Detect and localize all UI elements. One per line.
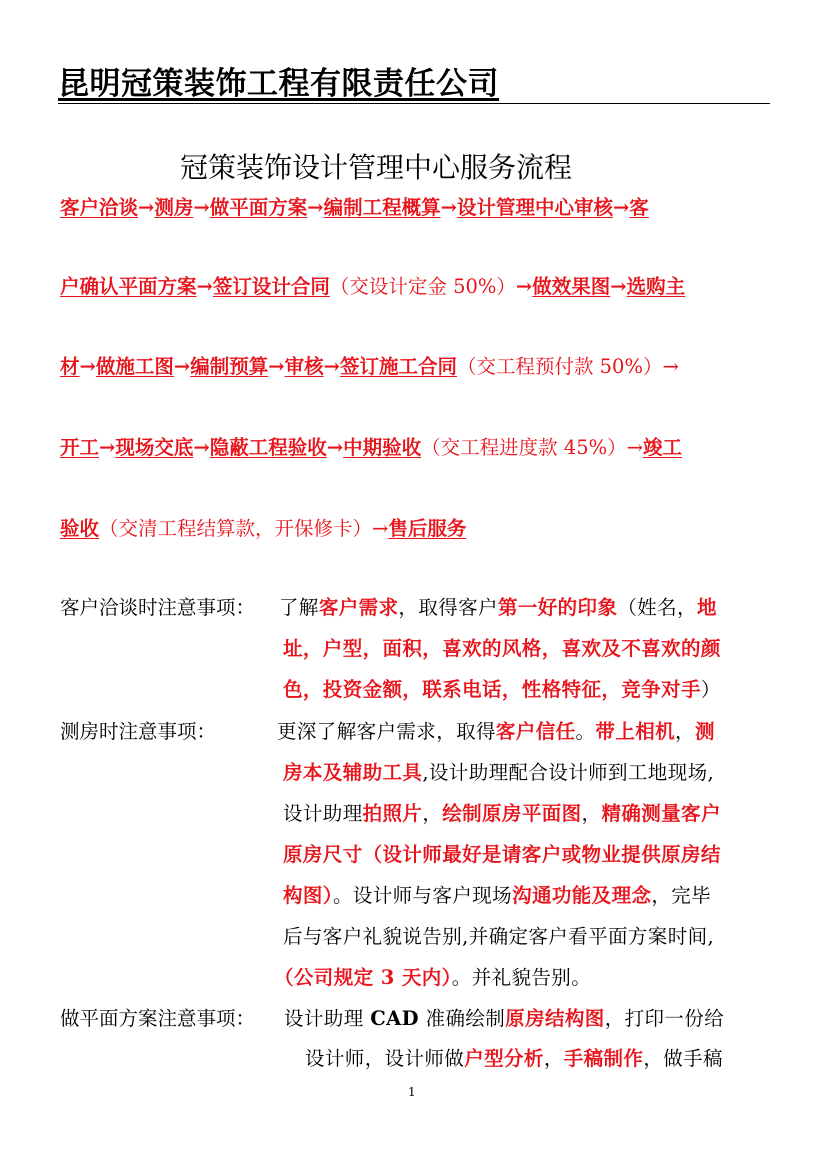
flow-arrow: →	[79, 355, 96, 378]
flow-step: 隐蔽工程验收	[209, 436, 327, 459]
flow-step: 开工	[60, 436, 100, 459]
page-number: 1	[408, 1085, 416, 1099]
flow-note: （交设计定金 50%）	[329, 275, 516, 298]
flow-step: 做平面方案	[209, 196, 308, 219]
flow-step: 审核	[284, 355, 324, 378]
flow-step: 选购主	[626, 275, 686, 298]
flow-step: 验收	[60, 517, 100, 540]
flow-step: 签订设计合同	[212, 275, 330, 298]
company-name: 昆明冠策装饰工程有限责任公司	[58, 66, 499, 102]
flow-arrow: →	[307, 196, 324, 219]
flow-step: 中期验收	[343, 436, 422, 459]
flow-arrow: →	[193, 196, 210, 219]
flow-arrow: →	[323, 355, 340, 378]
flow-step: 客	[629, 196, 649, 219]
flow-step: 测房	[154, 196, 194, 219]
flow-arrow: →	[138, 196, 155, 219]
flow-note: （交工程预付款 50%）→	[456, 355, 679, 378]
flow-line-3	[60, 352, 772, 382]
flow-line-1	[60, 193, 772, 223]
flow-step: 竣工	[642, 436, 682, 459]
flow-arrow: →	[515, 275, 533, 298]
flow-step: 做效果图	[532, 275, 611, 298]
flow-step: 现场交底	[115, 436, 194, 459]
flow-step: 做施工图	[95, 355, 174, 378]
note-line: 房本及辅助工具,设计助理配合设计师到工地现场,	[283, 761, 715, 784]
flow-step: 编制工程概算	[323, 196, 441, 219]
flow-arrow: →	[612, 196, 630, 219]
flow-arrow: →	[173, 355, 191, 378]
flow-arrow: →	[99, 436, 116, 459]
flow-step: 编制预算	[190, 355, 269, 378]
flow-arrow: →	[440, 196, 457, 219]
flow-step: 设计管理中心审核	[456, 196, 613, 219]
header-divider	[58, 103, 770, 104]
note-label-measurement: 测房时注意事项：	[60, 720, 217, 743]
flow-arrow: →	[610, 275, 627, 298]
note-label-consultation: 客户洽谈时注意事项：	[60, 596, 256, 619]
note-line: 原房尺寸（设计师最好是请客户或物业提供原房结	[283, 843, 721, 866]
flow-note: （交工程进度款 45%）→	[421, 436, 643, 459]
note-line: 设计师，设计师做户型分析，手稿制作，做手稿	[305, 1047, 723, 1070]
note-line: 址，户型，面积，喜欢的风格，喜欢及不喜欢的颜	[283, 637, 721, 660]
flow-step: 户确认平面方案	[60, 275, 197, 298]
flow-note: （交清工程结算款，开保修卡）→	[99, 517, 389, 540]
note-line: 构图）。设计师与客户现场沟通功能及理念，完毕	[283, 884, 712, 907]
flow-line-2	[60, 272, 772, 302]
flow-arrow: →	[268, 355, 285, 378]
note-line: 设计助理 CAD 准确绘制原房结构图，打印一份给	[284, 1007, 725, 1030]
note-label-floor-plan: 做平面方案注意事项：	[60, 1007, 256, 1030]
flow-step: 客户洽谈	[60, 196, 139, 219]
note-line: 后与客户礼貌说告别,并确定客户看平面方案时间,	[283, 925, 715, 948]
document-title: 冠策装饰设计管理中心服务流程	[180, 151, 573, 184]
flow-line-5	[60, 514, 772, 544]
flow-line-4	[60, 433, 772, 463]
note-line: （公司规定 3 天内）。并礼貌告别。	[274, 966, 592, 989]
flow-step: 售后服务	[388, 517, 467, 540]
note-line: 设计助理拍照片，绘制原房平面图，精确测量客户	[283, 802, 721, 825]
flow-arrow: →	[326, 436, 344, 459]
flow-arrow: →	[196, 275, 213, 298]
flow-step: 签订施工合同	[339, 355, 457, 378]
note-line: 了解客户需求，取得客户第一好的印象（姓名，地	[279, 596, 717, 619]
note-line: 更深了解客户需求，取得客户信任。带上相机，测	[277, 720, 715, 743]
flow-arrow: →	[193, 436, 210, 459]
note-line: 色，投资金额，联系电话，性格特征，竞争对手）	[283, 678, 721, 701]
flow-step: 材	[60, 355, 80, 378]
